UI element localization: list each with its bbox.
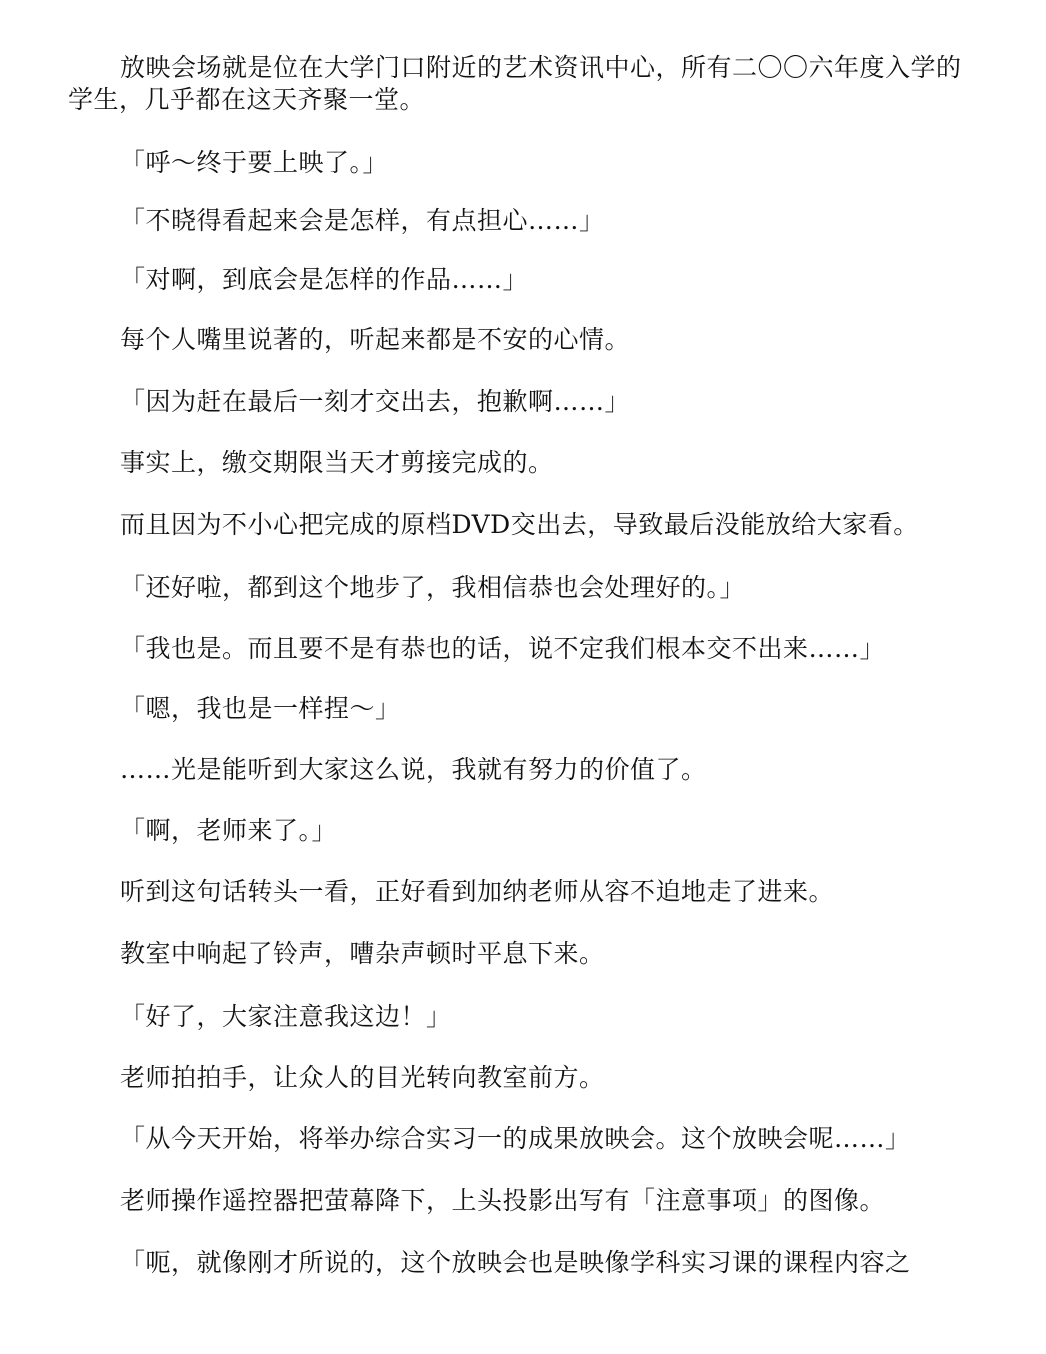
- paragraph-11: 「嗯，我也是一样捏～」: [120, 694, 401, 723]
- paragraph-16: 「好了，大家注意我这边！」: [120, 1002, 452, 1031]
- paragraph-18: 「从今天开始，将举办综合实习一的成果放映会。这个放映会呢……」: [120, 1124, 911, 1153]
- paragraph-17: 老师拍拍手，让众人的目光转向教室前方。: [120, 1063, 605, 1092]
- paragraph-4: 「对啊，到底会是怎样的作品……」: [120, 265, 529, 294]
- paragraph-2: 「呼～终于要上映了。」: [120, 148, 389, 177]
- paragraph-15: 教室中响起了铃声，嘈杂声顿时平息下来。: [120, 939, 605, 968]
- paragraph-3: 「不晓得看起来会是怎样，有点担心……」: [120, 206, 605, 235]
- paragraph-12: ……光是能听到大家这么说，我就有努力的价值了。: [120, 755, 707, 784]
- paragraph-10: 「我也是。而且要不是有恭也的话，说不定我们根本交不出来……」: [120, 634, 886, 663]
- paragraph-20: 「呃，就像刚才所说的，这个放映会也是映像学科实习课的课程内容之: [120, 1248, 911, 1277]
- paragraph-8: 而且因为不小心把完成的原档DVD交出去，导致最后没能放给大家看。: [120, 510, 919, 539]
- paragraph-6: 「因为赶在最后一刻才交出去，抱歉啊……」: [120, 387, 631, 416]
- paragraph-13: 「啊，老师来了。」: [120, 816, 338, 845]
- paragraph-14: 听到这句话转头一看，正好看到加纳老师从容不迫地走了进来。: [120, 877, 835, 906]
- paragraph-1: 放映会场就是位在大学门口附近的艺术资讯中心，所有二〇〇六年度入学的学生，几乎都在这天齐聚一堂。: [68, 53, 962, 114]
- paragraph-9: 「还好啦，都到这个地步了，我相信恭也会处理好的。」: [120, 573, 746, 602]
- paragraph-5: 每个人嘴里说著的，听起来都是不安的心情。: [120, 325, 631, 354]
- paragraph-19: 老师操作遥控器把萤幕降下，上头投影出写有「注意事项」的图像。: [120, 1186, 886, 1215]
- paragraph-7: 事实上，缴交期限当天才剪接完成的。: [120, 448, 554, 477]
